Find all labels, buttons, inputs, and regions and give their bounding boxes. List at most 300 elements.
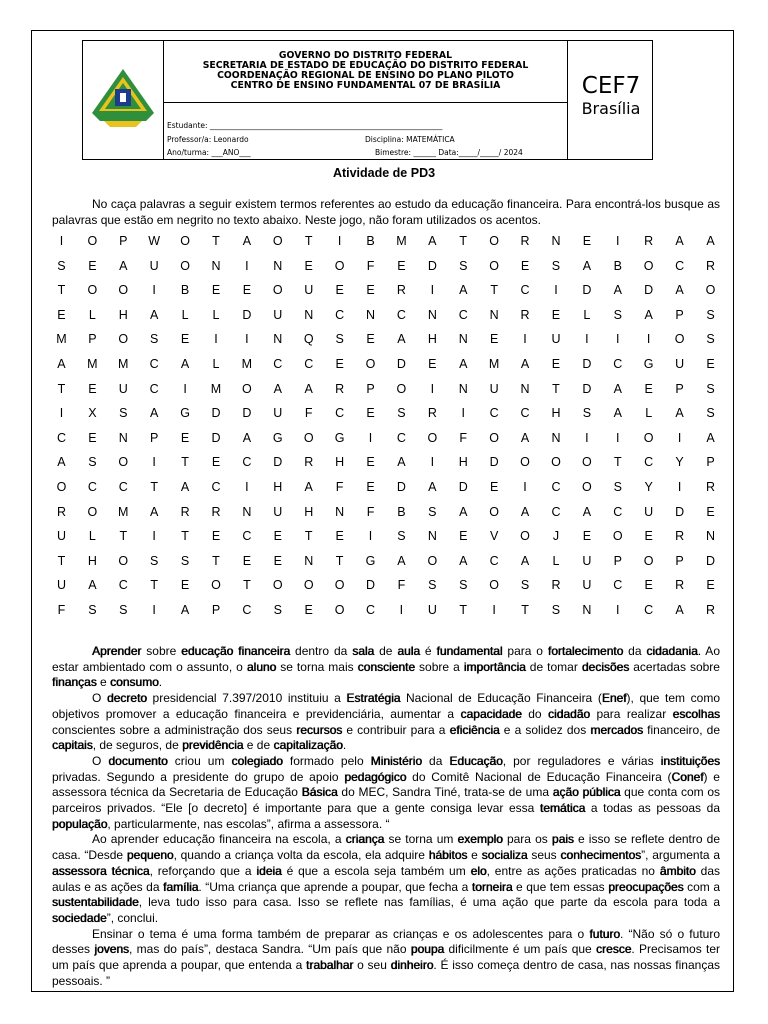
grid-letter[interactable]: H — [304, 504, 314, 519]
grid-letter[interactable]: S — [428, 578, 437, 593]
grid-letter[interactable]: E — [366, 455, 375, 470]
grid-letter[interactable]: M — [241, 356, 253, 371]
grid-letter[interactable]: R — [675, 529, 685, 544]
grid-letter[interactable]: W — [148, 234, 161, 248]
grid-letter[interactable]: C — [396, 430, 406, 445]
grid-letter[interactable]: O — [643, 553, 654, 568]
grid-letter[interactable]: I — [152, 602, 156, 617]
grid-letter[interactable]: E — [335, 356, 344, 371]
grid-letter[interactable]: O — [674, 332, 685, 347]
grid-letter[interactable]: N — [273, 332, 283, 347]
grid-letter[interactable]: O — [520, 529, 530, 544]
grid-letter[interactable]: O — [334, 258, 345, 273]
grid-letter[interactable]: L — [212, 356, 220, 371]
grid-letter[interactable]: T — [335, 553, 344, 568]
grid-letter[interactable]: M — [396, 234, 407, 248]
grid-letter[interactable]: O — [87, 234, 98, 248]
grid-letter[interactable]: A — [644, 307, 653, 322]
grid-letter[interactable]: S — [119, 602, 128, 617]
grid-letter[interactable]: U — [273, 504, 283, 519]
grid-letter[interactable]: T — [181, 529, 189, 544]
grid-letter[interactable]: M — [118, 356, 129, 371]
grid-letter[interactable]: Y — [675, 455, 684, 470]
grid-letter[interactable]: U — [56, 578, 66, 593]
grid-letter[interactable]: A — [242, 234, 252, 248]
grid-letter[interactable]: I — [523, 332, 527, 347]
grid-letter[interactable]: I — [616, 332, 620, 347]
grid-letter[interactable]: A — [675, 283, 684, 298]
grid-letter[interactable]: T — [119, 529, 128, 544]
grid-letter[interactable]: S — [613, 479, 622, 494]
grid-letter[interactable]: R — [705, 602, 715, 617]
grid-letter[interactable]: I — [399, 602, 404, 617]
grid-letter[interactable]: E — [242, 553, 252, 568]
grid-letter[interactable]: D — [644, 283, 654, 298]
grid-letter[interactable]: E — [551, 356, 561, 371]
grid-letter[interactable]: E — [489, 479, 499, 494]
grid-letter[interactable]: O — [272, 283, 283, 298]
grid-letter[interactable]: C — [489, 553, 499, 568]
grid-letter[interactable]: P — [119, 234, 128, 248]
grid-letter[interactable]: G — [643, 356, 654, 371]
grid-letter[interactable]: S — [551, 258, 561, 273]
grid-letter[interactable]: D — [582, 356, 592, 371]
grid-letter[interactable]: L — [645, 406, 653, 421]
grid-letter[interactable]: R — [705, 258, 715, 273]
grid-letter[interactable]: O — [118, 283, 129, 298]
grid-letter[interactable]: I — [337, 234, 342, 248]
grid-letter[interactable]: T — [212, 553, 220, 568]
grid-letter[interactable]: A — [273, 381, 282, 396]
grid-letter[interactable]: O — [520, 455, 530, 470]
grid-letter[interactable]: S — [520, 578, 530, 593]
grid-letter[interactable]: A — [459, 356, 468, 371]
grid-letter[interactable]: A — [304, 381, 313, 396]
grid-letter[interactable]: I — [430, 283, 435, 298]
grid-letter[interactable]: A — [459, 553, 468, 568]
grid-letter[interactable]: I — [245, 479, 249, 494]
grid-letter[interactable]: A — [119, 258, 128, 273]
grid-letter[interactable]: N — [582, 602, 592, 617]
grid-letter[interactable]: C — [242, 455, 252, 470]
grid-letter[interactable]: P — [675, 307, 684, 322]
grid-letter[interactable]: O — [303, 578, 314, 593]
grid-letter[interactable]: T — [57, 553, 66, 568]
grid-letter[interactable]: D — [458, 479, 468, 494]
grid-letter[interactable]: S — [582, 406, 592, 421]
grid-letter[interactable]: D — [427, 258, 437, 273]
grid-letter[interactable]: I — [245, 258, 249, 273]
grid-letter[interactable]: E — [366, 283, 375, 298]
grid-letter[interactable]: O — [242, 381, 252, 396]
grid-letter[interactable]: S — [706, 406, 715, 421]
grid-letter[interactable]: F — [335, 479, 344, 494]
grid-letter[interactable]: O — [272, 578, 283, 593]
grid-letter[interactable]: G — [365, 553, 376, 568]
grid-letter[interactable]: T — [181, 455, 189, 470]
grid-letter[interactable]: T — [150, 578, 158, 593]
grid-letter[interactable]: E — [644, 578, 653, 593]
grid-letter[interactable]: E — [273, 529, 282, 544]
grid-letter[interactable]: L — [552, 553, 560, 568]
grid-letter[interactable]: C — [335, 406, 345, 421]
grid-letter[interactable]: T — [521, 602, 529, 617]
grid-letter[interactable]: C — [366, 602, 376, 617]
grid-letter[interactable]: U — [273, 406, 283, 421]
grid-letter[interactable]: I — [368, 430, 373, 445]
grid-letter[interactable]: D — [675, 504, 685, 519]
grid-letter[interactable]: D — [211, 430, 221, 445]
grid-letter[interactable]: D — [396, 356, 406, 371]
grid-letter[interactable]: R — [705, 479, 715, 494]
grid-letter[interactable]: U — [675, 356, 685, 371]
grid-letter[interactable]: R — [56, 504, 66, 519]
grid-letter[interactable]: T — [57, 381, 66, 396]
grid-letter[interactable]: O — [118, 332, 129, 347]
grid-letter[interactable]: E — [551, 307, 561, 322]
grid-letter[interactable]: A — [304, 479, 313, 494]
grid-letter[interactable]: C — [520, 283, 530, 298]
grid-letter[interactable]: A — [613, 381, 622, 396]
grid-letter[interactable]: S — [150, 553, 159, 568]
grid-letter[interactable]: O — [489, 504, 499, 519]
grid-letter[interactable]: U — [304, 283, 314, 298]
grid-letter[interactable]: I — [214, 332, 218, 347]
grid-letter[interactable]: O — [705, 283, 716, 298]
grid-letter[interactable]: O — [612, 529, 623, 544]
grid-letter[interactable]: I — [183, 381, 187, 396]
grid-letter[interactable]: O — [334, 578, 345, 593]
grid-letter[interactable]: N — [551, 430, 561, 445]
grid-letter[interactable]: O — [427, 430, 438, 445]
grid-letter[interactable]: O — [118, 553, 129, 568]
grid-letter[interactable]: E — [211, 529, 221, 544]
grid-letter[interactable]: I — [646, 332, 651, 347]
grid-letter[interactable]: T — [490, 283, 498, 298]
grid-letter[interactable]: E — [180, 430, 190, 445]
grid-letter[interactable]: S — [397, 406, 406, 421]
grid-letter[interactable]: N — [335, 504, 345, 519]
student-field[interactable]: Estudante: ______________________________________________________________ — [167, 121, 443, 130]
grid-letter[interactable]: N — [489, 307, 499, 322]
grid-letter[interactable]: E — [644, 381, 653, 396]
grid-letter[interactable]: C — [644, 602, 654, 617]
grid-letter[interactable]: I — [461, 406, 465, 421]
grid-letter[interactable]: C — [149, 356, 159, 371]
grid-letter[interactable]: R — [644, 234, 654, 248]
grid-letter[interactable]: I — [430, 381, 435, 396]
grid-letter[interactable]: N — [458, 332, 468, 347]
grid-letter[interactable]: U — [644, 504, 654, 519]
grid-letter[interactable]: S — [150, 332, 159, 347]
grid-letter[interactable]: E — [397, 258, 406, 273]
grid-letter[interactable]: F — [304, 406, 313, 421]
grid-letter[interactable]: E — [88, 258, 97, 273]
grid-letter[interactable]: P — [366, 381, 375, 396]
grid-letter[interactable]: S — [459, 258, 468, 273]
grid-letter[interactable]: N — [551, 234, 561, 248]
grid-letter[interactable]: P — [706, 455, 715, 470]
grid-letter[interactable]: O — [180, 258, 190, 273]
grid-letter[interactable]: A — [582, 504, 592, 519]
grid-letter[interactable]: H — [273, 479, 283, 494]
grid-letter[interactable]: I — [677, 479, 682, 494]
grid-letter[interactable]: U — [489, 381, 499, 396]
grid-letter[interactable]: R — [180, 504, 190, 519]
grid-letter[interactable]: T — [304, 529, 313, 544]
grid-letter[interactable]: S — [335, 332, 344, 347]
grid-letter[interactable]: I — [492, 602, 496, 617]
grid-letter[interactable]: E — [582, 529, 592, 544]
grid-letter[interactable]: C — [335, 307, 345, 322]
grid-letter[interactable]: B — [180, 283, 190, 298]
grid-letter[interactable]: N — [118, 430, 128, 445]
grid-letter[interactable]: S — [706, 307, 715, 322]
grid-letter[interactable]: T — [57, 283, 66, 298]
grid-letter[interactable]: U — [149, 258, 159, 273]
grid-letter[interactable]: E — [706, 504, 715, 519]
grid-letter[interactable]: C — [149, 381, 159, 396]
grid-letter[interactable]: O — [396, 381, 407, 396]
grid-letter[interactable]: C — [56, 430, 66, 445]
grid-letter[interactable]: L — [88, 307, 96, 322]
grid-letter[interactable]: C — [458, 307, 468, 322]
grid-letter[interactable]: E — [304, 258, 313, 273]
grid-letter[interactable]: E — [180, 332, 190, 347]
grid-letter[interactable]: N — [273, 258, 283, 273]
grid-letter[interactable]: U — [118, 381, 128, 396]
grid-letter[interactable]: A — [459, 283, 468, 298]
grid-letter[interactable]: O — [489, 234, 499, 248]
grid-letter[interactable]: S — [428, 504, 437, 519]
grid-letter[interactable]: A — [397, 553, 406, 568]
grid-letter[interactable]: S — [88, 455, 97, 470]
grid-letter[interactable]: N — [366, 307, 376, 322]
grid-letter[interactable]: R — [396, 283, 406, 298]
grid-letter[interactable]: D — [582, 283, 592, 298]
grid-letter[interactable]: P — [88, 332, 97, 347]
grid-letter[interactable]: N — [304, 307, 314, 322]
grid-letter[interactable]: E — [366, 332, 375, 347]
grid-letter[interactable]: I — [430, 455, 435, 470]
grid-letter[interactable]: C — [644, 455, 654, 470]
grid-letter[interactable]: E — [459, 529, 468, 544]
grid-letter[interactable]: I — [152, 455, 156, 470]
grid-letter[interactable]: B — [366, 234, 375, 248]
grid-letter[interactable]: C — [613, 504, 623, 519]
grid-letter[interactable]: N — [520, 381, 530, 396]
grid-letter[interactable]: A — [57, 455, 66, 470]
grid-letter[interactable]: N — [427, 307, 437, 322]
grid-letter[interactable]: D — [582, 381, 592, 396]
grid-letter[interactable]: O — [118, 455, 129, 470]
grid-letter[interactable]: I — [554, 283, 558, 298]
grid-letter[interactable]: E — [242, 283, 252, 298]
grid-letter[interactable]: E — [582, 234, 592, 248]
grid-letter[interactable]: L — [583, 307, 591, 322]
grid-letter[interactable]: I — [523, 479, 527, 494]
grid-letter[interactable]: H — [427, 332, 437, 347]
grid-letter[interactable]: R — [520, 307, 530, 322]
grid-letter[interactable]: I — [585, 332, 589, 347]
grid-letter[interactable]: E — [88, 381, 97, 396]
grid-letter[interactable]: O — [427, 553, 438, 568]
grid-letter[interactable]: F — [57, 602, 66, 617]
grid-letter[interactable]: T — [243, 578, 251, 593]
grid-letter[interactable]: I — [616, 430, 620, 445]
grid-letter[interactable]: T — [459, 602, 468, 617]
grid-letter[interactable]: E — [366, 406, 375, 421]
grid-letter[interactable]: S — [273, 602, 282, 617]
grid-letter[interactable]: A — [180, 356, 190, 371]
grid-letter[interactable]: U — [551, 332, 561, 347]
grid-letter[interactable]: A — [675, 234, 684, 248]
grid-letter[interactable]: C — [551, 504, 561, 519]
grid-letter[interactable]: O — [211, 578, 221, 593]
grid-letter[interactable]: O — [643, 258, 654, 273]
grid-letter[interactable]: T — [150, 479, 158, 494]
grid-letter[interactable]: L — [212, 307, 220, 322]
grid-letter[interactable]: I — [59, 406, 64, 421]
grid-letter[interactable]: E — [706, 578, 715, 593]
grid-letter[interactable]: C — [396, 307, 406, 322]
grid-letter[interactable]: G — [272, 430, 283, 445]
grid-letter[interactable]: M — [118, 504, 129, 519]
grid-letter[interactable]: E — [644, 529, 653, 544]
grid-letter[interactable]: U — [582, 578, 592, 593]
grid-letter[interactable]: A — [242, 430, 252, 445]
grid-letter[interactable]: C — [273, 356, 283, 371]
grid-letter[interactable]: R — [520, 234, 530, 248]
grid-letter[interactable]: H — [335, 455, 345, 470]
grid-letter[interactable]: I — [677, 430, 682, 445]
grid-letter[interactable]: A — [88, 578, 97, 593]
grid-letter[interactable]: U — [273, 307, 283, 322]
grid-letter[interactable]: S — [119, 406, 128, 421]
grid-letter[interactable]: C — [211, 479, 221, 494]
grid-letter[interactable]: E — [335, 529, 344, 544]
grid-letter[interactable]: N — [304, 553, 314, 568]
grid-letter[interactable]: E — [706, 356, 715, 371]
grid-letter[interactable]: D — [489, 455, 499, 470]
grid-letter[interactable]: E — [88, 430, 97, 445]
grid-letter[interactable]: A — [520, 356, 530, 371]
grid-letter[interactable]: N — [427, 529, 437, 544]
grid-letter[interactable]: N — [458, 381, 468, 396]
grid-letter[interactable]: C — [489, 406, 499, 421]
grid-letter[interactable]: A — [520, 553, 530, 568]
grid-letter[interactable]: A — [180, 479, 190, 494]
grid-letter[interactable]: D — [366, 578, 376, 593]
grid-letter[interactable]: P — [613, 553, 622, 568]
grid-letter[interactable]: U — [427, 602, 437, 617]
grid-letter[interactable]: P — [150, 430, 159, 445]
grid-letter[interactable]: M — [87, 356, 98, 371]
grid-letter[interactable]: G — [180, 406, 190, 421]
grid-letter[interactable]: D — [396, 479, 406, 494]
grid-letter[interactable]: O — [87, 283, 98, 298]
grid-letter[interactable]: P — [675, 553, 684, 568]
grid-letter[interactable]: E — [304, 602, 313, 617]
grid-letter[interactable]: E — [211, 283, 221, 298]
grid-letter[interactable]: S — [180, 553, 190, 568]
grid-letter[interactable]: E — [57, 307, 66, 322]
grid-letter[interactable]: B — [397, 504, 406, 519]
grid-letter[interactable]: T — [613, 455, 622, 470]
grid-letter[interactable]: H — [118, 307, 128, 322]
grid-letter[interactable]: A — [675, 602, 684, 617]
grid-letter[interactable]: S — [57, 258, 66, 273]
grid-letter[interactable]: I — [152, 283, 156, 298]
grid-letter[interactable]: A — [397, 455, 406, 470]
grid-letter[interactable]: O — [303, 430, 314, 445]
grid-letter[interactable]: O — [489, 258, 499, 273]
grid-letter[interactable]: A — [180, 602, 190, 617]
grid-letter[interactable]: E — [335, 283, 344, 298]
grid-letter[interactable]: D — [242, 406, 252, 421]
grid-letter[interactable]: C — [613, 578, 623, 593]
grid-letter[interactable]: H — [87, 553, 97, 568]
grid-letter[interactable]: E — [366, 479, 375, 494]
grid-letter[interactable]: V — [489, 529, 499, 544]
grid-letter[interactable]: A — [613, 283, 622, 298]
grid-letter[interactable]: L — [88, 529, 96, 544]
grid-letter[interactable]: R — [551, 578, 561, 593]
grid-letter[interactable]: A — [706, 234, 715, 248]
grid-letter[interactable]: R — [211, 504, 221, 519]
grid-letter[interactable]: P — [675, 381, 684, 396]
grid-letter[interactable]: A — [459, 504, 468, 519]
grid-letter[interactable]: A — [150, 504, 159, 519]
grid-letter[interactable]: I — [368, 529, 373, 544]
grid-letter[interactable]: T — [304, 234, 313, 248]
grid-letter[interactable]: A — [428, 479, 437, 494]
grid-letter[interactable]: C — [551, 479, 561, 494]
grid-letter[interactable]: R — [335, 381, 345, 396]
grid-letter[interactable]: A — [582, 258, 592, 273]
grid-letter[interactable]: I — [59, 234, 64, 248]
grid-letter[interactable]: U — [582, 553, 592, 568]
grid-letter[interactable]: A — [397, 332, 406, 347]
grid-letter[interactable]: R — [427, 406, 437, 421]
grid-letter[interactable]: F — [366, 504, 375, 519]
grid-letter[interactable]: A — [706, 430, 715, 445]
grid-letter[interactable]: I — [152, 529, 156, 544]
grid-letter[interactable]: A — [675, 406, 684, 421]
grid-letter[interactable]: C — [118, 479, 128, 494]
grid-letter[interactable]: A — [57, 356, 66, 371]
grid-letter[interactable]: G — [334, 430, 345, 445]
grid-letter[interactable]: P — [211, 602, 221, 617]
grid-letter[interactable]: O — [489, 578, 499, 593]
grid-letter[interactable]: S — [551, 602, 561, 617]
grid-letter[interactable]: A — [150, 406, 159, 421]
grid-letter[interactable]: J — [552, 529, 560, 544]
grid-letter[interactable]: E — [520, 258, 530, 273]
grid-letter[interactable]: O — [56, 479, 67, 494]
grid-letter[interactable]: X — [88, 406, 97, 421]
grid-letter[interactable]: L — [181, 307, 189, 322]
grid-letter[interactable]: E — [211, 455, 221, 470]
grid-letter[interactable]: O — [365, 356, 376, 371]
grid-letter[interactable]: C — [242, 529, 252, 544]
grid-letter[interactable]: S — [613, 307, 622, 322]
grid-letter[interactable]: S — [88, 602, 97, 617]
grid-letter[interactable]: C — [242, 602, 252, 617]
grid-letter[interactable]: O — [551, 455, 561, 470]
grid-letter[interactable]: A — [428, 234, 437, 248]
grid-letter[interactable]: C — [304, 356, 314, 371]
